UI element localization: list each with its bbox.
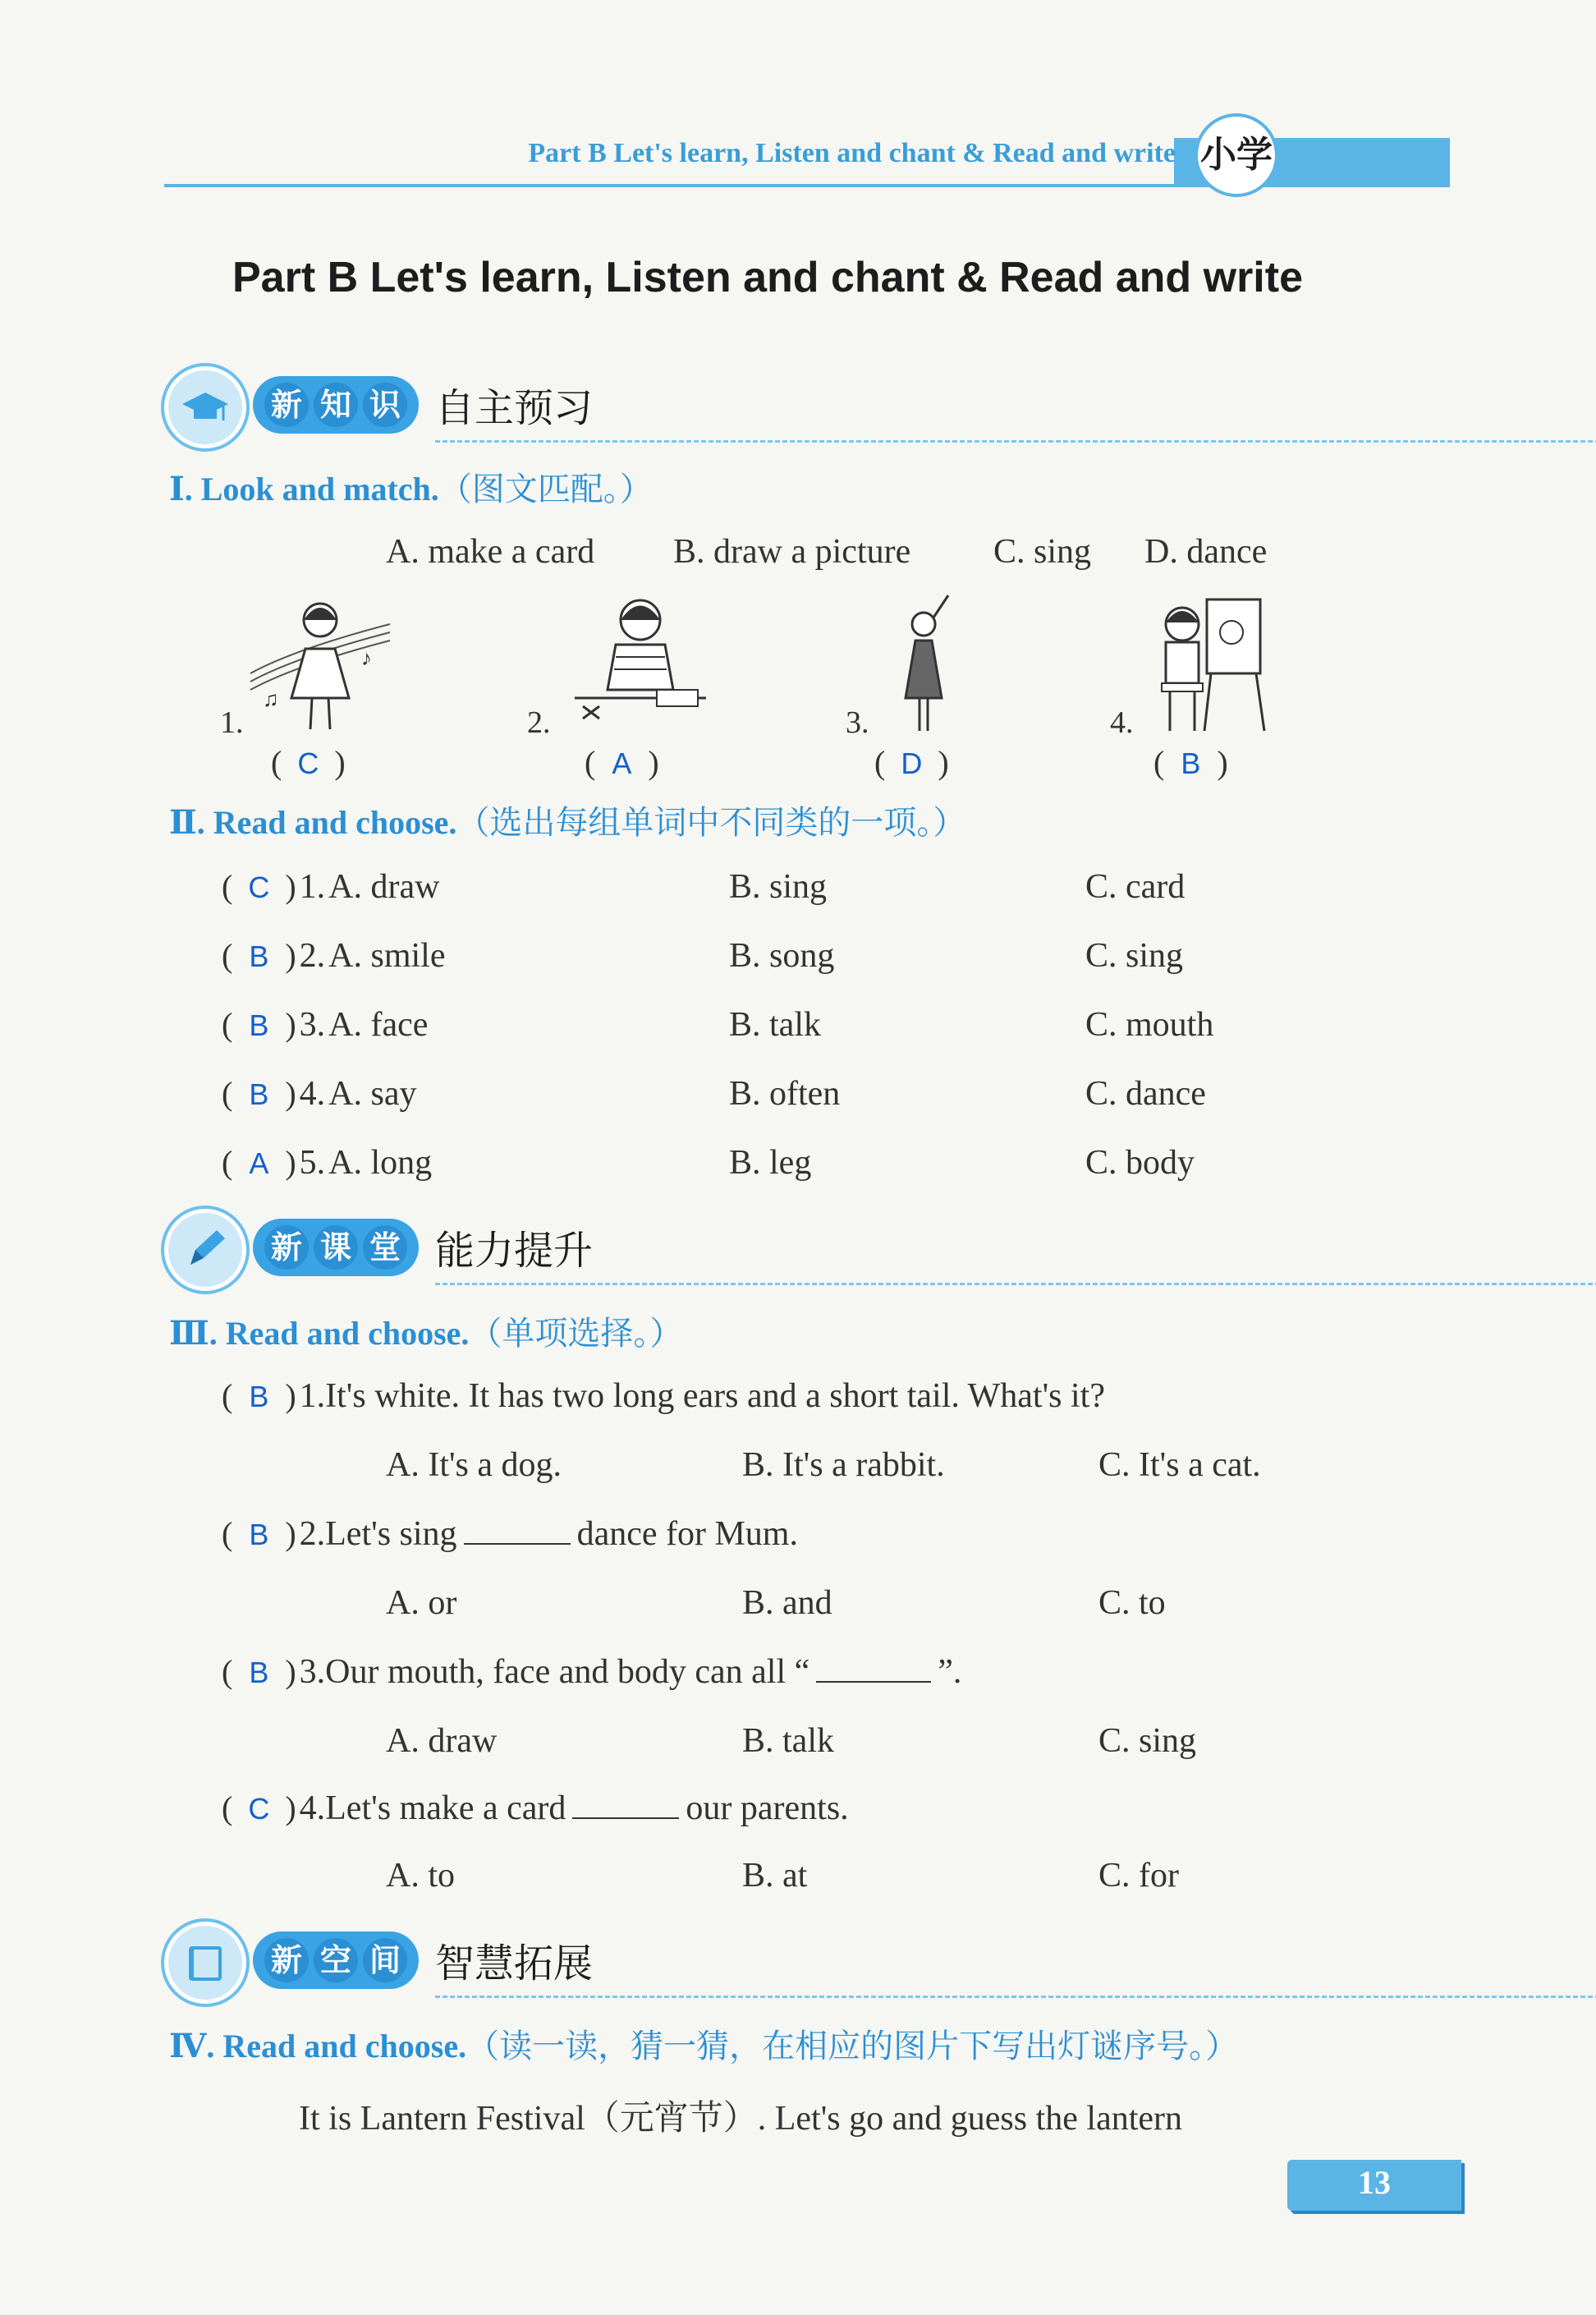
option-c: C. sing — [1085, 937, 1184, 975]
option-b: B. talk — [742, 1722, 834, 1760]
item-number: 3. — [299, 1006, 326, 1044]
answer-blank[interactable] — [816, 1656, 931, 1683]
part3-question: ( B ) 3.Our mouth, face and body can all “ ”. — [222, 1653, 962, 1691]
question-text: It's white. It has two long ears and a short tail. What's it? — [325, 1377, 1105, 1415]
picture-number: 2. — [527, 705, 551, 740]
answer-value: D — [901, 746, 923, 780]
option-a: A. or — [386, 1584, 457, 1622]
heading-cn: （读一读，猜一猜，在相应的图片下写出灯谜序号。） — [466, 2028, 1239, 2065]
option-a: A. smile — [328, 937, 446, 975]
question-text: our parents. — [686, 1789, 849, 1827]
answer-value: A — [612, 746, 632, 780]
section-banner-3 — [164, 1922, 1461, 2004]
pill-char: 间 — [363, 1938, 407, 1982]
svg-text:♪: ♪ — [361, 646, 372, 670]
answer-value: C — [248, 870, 270, 904]
question-text: Our mouth, face and body can all “ — [325, 1653, 810, 1691]
picture-number: 4. — [1110, 705, 1134, 740]
answer-value: B — [249, 939, 269, 973]
answer-value: A — [249, 1146, 269, 1180]
part3-heading — [169, 1307, 682, 1354]
answer-value: B — [249, 1656, 269, 1689]
answer-value: B — [1181, 746, 1201, 780]
option-c: C. mouth — [1085, 1006, 1214, 1044]
option-c: C. for — [1098, 1857, 1179, 1895]
answer-value: C — [248, 1792, 270, 1826]
item-number: 4. — [299, 1789, 326, 1827]
pencil-icon — [164, 1209, 246, 1291]
option-c: C. It's a cat. — [1098, 1446, 1261, 1484]
picture-number: 1. — [220, 705, 244, 740]
pill-char: 新 — [264, 383, 309, 427]
boy-drawing-picture — [1145, 591, 1273, 735]
option-b: B. often — [729, 1075, 841, 1113]
option-b: B. and — [742, 1584, 832, 1622]
option-b: B. talk — [729, 1006, 821, 1044]
answer-value: C — [297, 746, 319, 780]
heading-en: Ⅲ. Read and choose. — [169, 1315, 470, 1352]
item-number: 1. — [299, 1377, 326, 1415]
heading-en: Ⅰ. Look and match. — [169, 471, 439, 508]
heading-cn: （单项选择。） — [469, 1315, 683, 1353]
answer-paren: ( D ) — [874, 744, 949, 781]
option-c: C. card — [1085, 868, 1186, 906]
part2-row: ( B ) 4. A. say — [222, 1075, 417, 1113]
section-subtitle: 智慧拓展 — [435, 1941, 594, 1987]
section-banner-1 — [164, 366, 1461, 448]
svg-text:♫: ♫ — [263, 687, 279, 711]
part4-heading — [169, 2020, 1238, 2067]
answer-value: B — [249, 1077, 269, 1111]
answer-blank[interactable] — [464, 1518, 571, 1545]
option-b: B. It's a rabbit. — [742, 1446, 945, 1484]
part3-question: ( B ) 1.It's white. It has two long ears and a short tail. What's it? — [222, 1377, 1105, 1415]
part2-heading — [169, 797, 965, 843]
option-b: B. leg — [729, 1144, 812, 1182]
option-a: A. make a card — [386, 533, 595, 571]
answer-paren: ( A ) — [585, 744, 659, 781]
part2-row: ( B ) 3. A. face — [222, 1006, 429, 1044]
pill-char: 堂 — [363, 1225, 407, 1270]
option-c: C. sing — [1098, 1722, 1197, 1760]
option-d: D. dance — [1144, 533, 1268, 571]
item-number: 5. — [299, 1144, 326, 1182]
answer-value: B — [249, 1380, 269, 1413]
option-c: C. to — [1098, 1584, 1166, 1622]
pill-char: 新 — [264, 1938, 309, 1982]
answer-paren: ( C ) — [271, 744, 346, 781]
part2-row: ( B ) 2. A. smile — [222, 937, 446, 975]
part3-question: ( B ) 2.Let's sing dance for Mum. — [222, 1515, 798, 1553]
page-title: Part B Let's learn, Listen and chant & Read and write — [232, 254, 1303, 301]
answer-blank[interactable] — [572, 1793, 679, 1819]
section-subtitle: 自主预习 — [435, 385, 594, 431]
pill-char: 新 — [264, 1225, 309, 1270]
option-b: B. at — [742, 1857, 808, 1895]
section-subtitle: 能力提升 — [435, 1228, 594, 1274]
section-pill — [253, 1931, 419, 1989]
part1-heading — [169, 463, 653, 510]
dashed-divider — [435, 1283, 1596, 1285]
option-a: A. long — [328, 1144, 433, 1182]
section-banner-2 — [164, 1209, 1461, 1291]
option-b: B. draw a picture — [673, 533, 911, 571]
option-a: A. to — [386, 1857, 455, 1895]
option-a: A. It's a dog. — [386, 1446, 562, 1484]
answer-paren: ( B ) — [1153, 744, 1228, 781]
pill-char: 识 — [363, 383, 407, 427]
question-text: ”. — [938, 1653, 962, 1691]
running-header-title: Part B Let's learn, Listen and chant & Read and write — [528, 138, 1176, 168]
girl-singing-picture — [246, 591, 394, 735]
part2-row: ( C ) 1. A. draw — [222, 868, 440, 906]
option-a: A. draw — [328, 868, 440, 906]
option-c: C. body — [1085, 1144, 1195, 1182]
section-pill — [253, 1219, 419, 1276]
question-text: Let's sing — [325, 1515, 457, 1553]
pill-char: 知 — [314, 383, 358, 427]
option-c: C. sing — [993, 533, 1092, 571]
pill-char: 课 — [314, 1225, 358, 1270]
part2-row: ( A ) 5. A. long — [222, 1144, 433, 1182]
girl-making-card-picture — [566, 591, 714, 727]
part4-text: It is Lantern Festival（元宵节）. Let's go and guess the lantern — [299, 2100, 1183, 2138]
graduation-cap-icon — [164, 366, 246, 448]
heading-en: Ⅳ. Read and choose. — [169, 2028, 467, 2065]
dashed-divider — [435, 440, 1596, 443]
option-c: C. dance — [1085, 1075, 1206, 1113]
girl-dancing-picture — [883, 591, 973, 735]
picture-number: 3. — [846, 705, 869, 740]
option-a: A. say — [328, 1075, 417, 1113]
heading-cn: （图文匹配。） — [438, 471, 653, 508]
option-a: A. draw — [386, 1722, 498, 1760]
answer-value: B — [249, 1518, 269, 1551]
school-level-badge: 小学 — [1195, 113, 1278, 197]
item-number: 4. — [299, 1075, 326, 1113]
section-pill — [253, 376, 419, 434]
answer-value: B — [249, 1008, 269, 1042]
dashed-divider — [435, 1996, 1596, 1998]
item-number: 2. — [299, 937, 326, 975]
item-number: 1. — [299, 868, 326, 906]
book-icon — [164, 1922, 246, 2004]
option-a: A. face — [328, 1006, 429, 1044]
item-number: 3. — [299, 1653, 326, 1691]
heading-cn: （选出每组单词中不同类的一项。） — [456, 804, 966, 842]
question-text: Let's make a card — [325, 1789, 566, 1827]
part3-question: ( C ) 4.Let's make a card our parents. — [222, 1789, 849, 1827]
heading-en: Ⅱ. Read and choose. — [169, 804, 457, 841]
option-b: B. sing — [729, 868, 828, 906]
item-number: 2. — [299, 1515, 326, 1553]
option-b: B. song — [729, 937, 835, 975]
question-text: dance for Mum. — [576, 1515, 798, 1553]
page-number: 13 — [1358, 2164, 1391, 2201]
pill-char: 空 — [314, 1938, 358, 1982]
